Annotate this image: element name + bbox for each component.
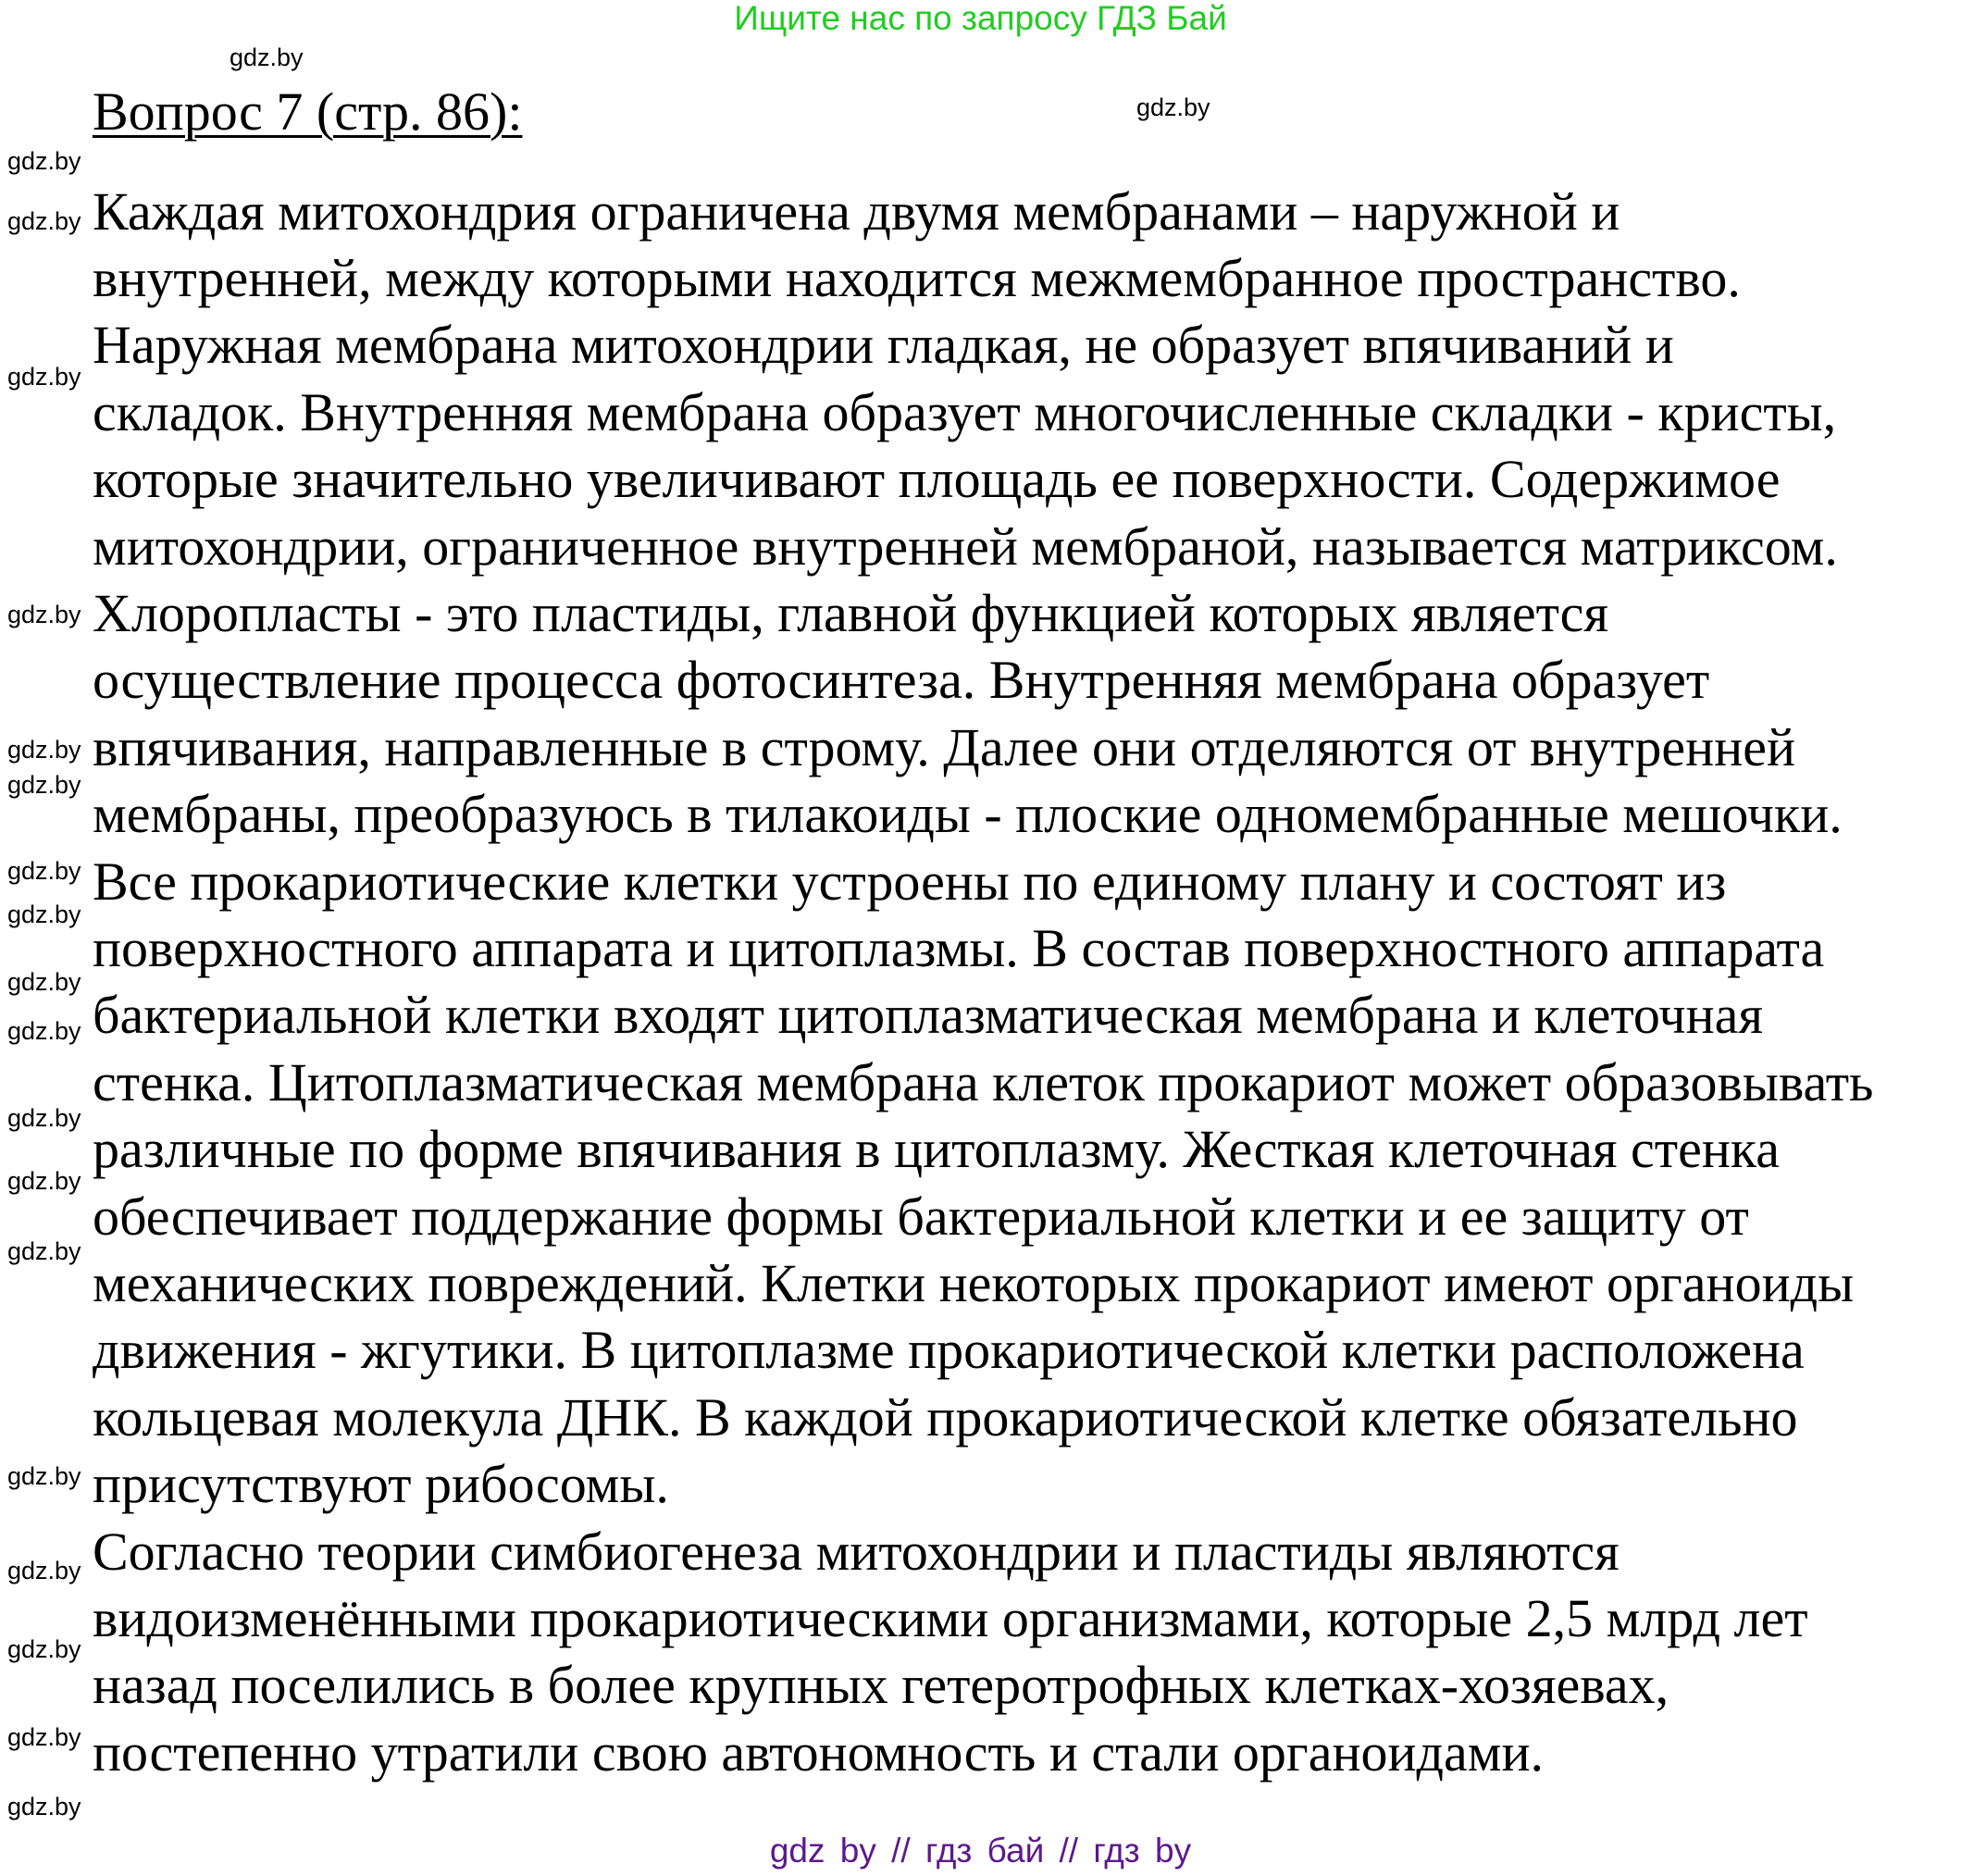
text-line: обеспечивает поддержание формы бактериальной клетки и ее защиту от <box>93 1186 1749 1247</box>
watermark: gdz.by <box>7 1557 81 1584</box>
text-line: впячивания, направленные в строму. Далее они отделяются от внутренней <box>93 717 1796 777</box>
text-line: Каждая митохондрия ограничена двумя мембранами – наружной и <box>93 181 1620 242</box>
watermark: gdz.by <box>7 147 81 175</box>
text-line: присутствуют рибосомы. <box>93 1454 669 1514</box>
text-line: которые значительно увеличивают площадь ее поверхности. Содержимое <box>93 449 1781 509</box>
text-line: митохондрии, ограниченное внутренней мембраной, называется матриксом. <box>93 516 1838 577</box>
promo-banner: Ищите нас по запросу ГДЗ Бай <box>734 0 1227 37</box>
text-line: Согласно теории симбиогенеза митохондрии и пластиды являются <box>93 1522 1620 1582</box>
text-line: постепенно утратили свою автономность и стали органоидами. <box>93 1722 1545 1783</box>
watermark: gdz.by <box>7 1017 81 1045</box>
watermark: gdz.by <box>7 363 81 391</box>
watermark: gdz.by <box>7 1104 81 1132</box>
text-line: внутренней, между которыми находится межмембранное пространство. <box>93 248 1741 308</box>
watermark: gdz.by <box>1136 93 1210 121</box>
watermark: gdz.by <box>7 601 81 628</box>
watermark: gdz.by <box>7 901 81 928</box>
text-line: складок. Внутренняя мембрана образует многочисленные складки - кристы, <box>93 382 1837 442</box>
text-line: мембраны, преобразуюсь в тилакоиды - плоские одномембранные мешочки. <box>93 784 1843 844</box>
footer-links[interactable]: gdz by // гдз бай // гдз by <box>769 1832 1192 1870</box>
watermark: gdz.by <box>7 1723 81 1751</box>
text-line: бактериальной клетки входят цитоплазматическая мембрана и клеточная <box>93 985 1764 1045</box>
text-line: поверхностного аппарата и цитоплазмы. В состав поверхностного аппарата <box>93 918 1825 978</box>
text-line: стенка. Цитоплазматическая мембрана клеток прокариот может образовывать <box>93 1052 1874 1112</box>
question-title: Вопрос 7 (стр. 86): <box>93 81 523 142</box>
text-line: назад поселились в более крупных гетеротрофных клетках-хозяевах, <box>93 1655 1669 1715</box>
text-line: Все прокариотические клетки устроены по единому плану и состоят из <box>93 851 1727 912</box>
watermark: gdz.by <box>7 736 81 764</box>
text-line: механических повреждений. Клетки некоторых прокариот имеют органоиды <box>93 1253 1855 1313</box>
watermark: gdz.by <box>7 968 81 996</box>
watermark: gdz.by <box>230 43 304 71</box>
watermark: gdz.by <box>7 1635 81 1663</box>
text-line: видоизменёнными прокариотическими организмами, которые 2,5 млрд лет <box>93 1588 1808 1648</box>
text-line: движения - жгутики. В цитоплазме прокариотической клетки расположена <box>93 1320 1805 1380</box>
text-line: кольцевая молекула ДНК. В каждой прокариотической клетке обязательно <box>93 1387 1798 1447</box>
watermark: gdz.by <box>7 1462 81 1490</box>
text-line: Наружная мембрана митохондрии гладкая, не образует впячиваний и <box>93 315 1674 375</box>
text-line: Хлоропласты - это пластиды, главной функцией которых является <box>93 583 1609 643</box>
text-line: различные по форме впячивания в цитоплазму. Жесткая клеточная стенка <box>93 1119 1780 1179</box>
watermark: gdz.by <box>7 857 81 885</box>
watermark: gdz.by <box>7 1237 81 1265</box>
watermark: gdz.by <box>7 1167 81 1195</box>
text-line: осуществление процесса фотосинтеза. Внутренняя мембрана образует <box>93 650 1710 710</box>
watermark: gdz.by <box>7 771 81 799</box>
watermark: gdz.by <box>7 207 81 235</box>
watermark: gdz.by <box>7 1793 81 1820</box>
